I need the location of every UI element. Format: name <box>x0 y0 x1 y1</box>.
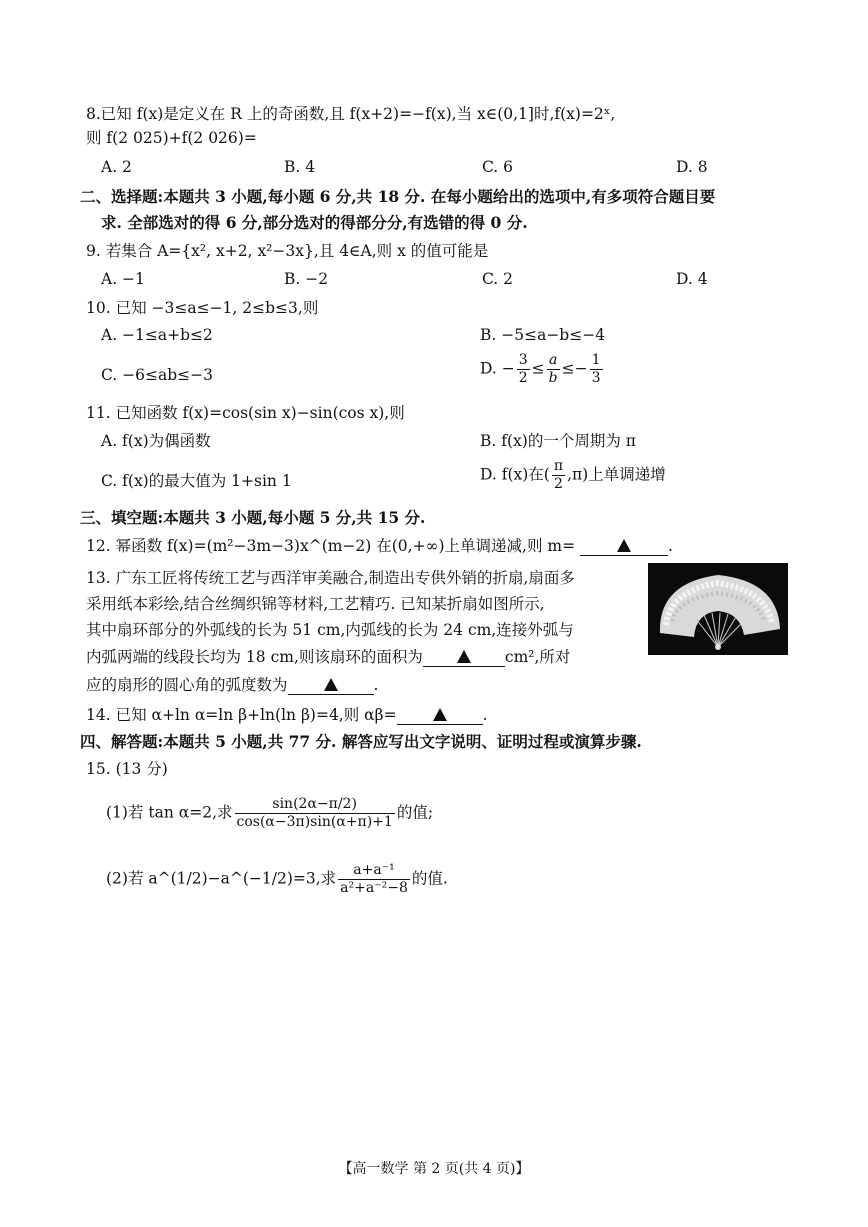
q8-option-c: C. 6 <box>482 158 514 176</box>
q12-line <box>86 535 673 557</box>
q10-option-a: A. −1≤a+b≤2 <box>101 326 213 344</box>
q13-line2: 采用纸本彩绘,结合丝绸织锦等材料,工艺精巧. 已知某折扇如图所示, <box>86 595 545 613</box>
q11-option-b: B. f(x)的一个周期为 π <box>480 432 636 450</box>
q15-heading: 15. (13 分) <box>86 760 168 778</box>
section2-header: 二、选择题:本题共 3 小题,每小题 6 分,共 18 分. 在每小题给出的选项中,有多项符合题目要 <box>80 187 716 206</box>
q10-option-d <box>480 352 605 387</box>
q11-option-d <box>480 458 666 493</box>
q13-line3: 其中扇环部分的外弧线的长为 51 cm,内弧线的长为 24 cm,连接外弧与 <box>86 621 574 639</box>
q13-line5-end: . <box>373 676 379 694</box>
q11-option-d-prefix: D. f(x)在( <box>480 465 550 484</box>
q9-option-a: A. −1 <box>101 270 145 288</box>
q15-part2 <box>106 862 448 897</box>
q15-part2-end: 的值. <box>411 869 448 888</box>
q15-part1-text: (1)若 tan α=2,求 <box>106 803 233 822</box>
q13-area-blank[interactable] <box>423 648 505 667</box>
page-footer: 【高一数学 第 2 页(共 4 页)】 <box>338 1161 530 1177</box>
q9-option-d: D. 4 <box>676 270 708 288</box>
q8-option-b: B. 4 <box>284 158 316 176</box>
q12-answer-blank[interactable] <box>580 537 668 556</box>
section2-instructions: 求. 全部选对的得 6 分,部分选对的得部分分,有选错的得 0 分. <box>101 213 528 232</box>
q11-option-d-fraction: $\frac{\pi}{2}$ <box>553 458 564 492</box>
q12-end: . <box>668 537 673 555</box>
q11-stem: 11. 已知函数 f(x)=cos(sin x)−sin(cos x),则 <box>86 404 405 422</box>
q13-angle-blank[interactable] <box>288 676 374 695</box>
q13-line5-text: 应的扇形的圆心角的弧度数为 <box>86 676 288 694</box>
q10-option-c: C. −6≤ab≤−3 <box>101 366 213 384</box>
q10-option-d-fraction-2: $\frac{a}{b}$ <box>548 352 558 386</box>
q8-option-a: A. 2 <box>101 158 132 176</box>
triangle-icon <box>433 708 447 721</box>
q11-option-d-suffix: ,π)上单调递增 <box>567 465 666 484</box>
q11-option-a: A. f(x)为偶函数 <box>101 432 211 450</box>
section3-header: 三、填空题:本题共 3 小题,每小题 5 分,共 15 分. <box>80 508 426 527</box>
q15-part2-text: (2)若 a^(1/2)−a^(−1/2)=3,求 <box>106 869 337 888</box>
q9-option-b: B. −2 <box>284 270 329 288</box>
q14-answer-blank[interactable] <box>397 706 483 725</box>
triangle-icon <box>457 650 471 663</box>
q15-part1-fraction: $\frac{\sin(2\alpha-\pi/2)}{\cos(\alpha-3\pi)\sin(\alpha+\pi)+1}$ <box>236 796 393 830</box>
q11-option-c: C. f(x)的最大值为 1+sin 1 <box>101 472 292 490</box>
q15-part1-end: 的值; <box>396 803 434 822</box>
q13-line1: 13. 广东工匠将传统工艺与西洋审美融合,制造出专供外销的折扇,扇面多 <box>86 569 575 587</box>
section4-header: 四、解答题:本题共 5 小题,共 77 分. 解答应写出文字说明、证明过程或演算步骤. <box>80 732 642 751</box>
q10-option-d-fraction-3: $\frac{1}{3}$ <box>591 352 601 386</box>
q15-part1 <box>106 796 433 831</box>
q9-option-c: C. 2 <box>482 270 514 288</box>
triangle-icon <box>324 678 338 691</box>
q8-option-d: D. 8 <box>676 158 708 176</box>
q9-stem: 9. 若集合 A={x², x+2, x²−3x},且 4∈A,则 x 的值可能是 <box>86 242 489 260</box>
q10-stem: 10. 已知 −3≤a≤−1, 2≤b≤3,则 <box>86 299 319 317</box>
q10-option-d-le-2: ≤− <box>561 359 588 378</box>
q13-line4-unit: cm²,所对 <box>504 648 571 666</box>
q10-option-d-le-1: ≤ <box>531 359 545 378</box>
q13-line5 <box>86 674 378 696</box>
q12-text: 12. 幂函数 f(x)=(m²−3m−3)x^(m−2) 在(0,+∞)上单调递减,则 m= <box>86 537 576 555</box>
q15-part2-fraction: $\frac{\text{a+a⁻¹}}{\text{a²+a⁻²−8}}$ <box>340 862 408 896</box>
q13-line4-text: 内弧两端的线段长均为 18 cm,则该扇环的面积为 <box>86 648 423 666</box>
q8-line2: 则 f(2 025)+f(2 026)= <box>86 129 257 147</box>
q13-line4 <box>86 646 570 668</box>
q14-line <box>86 704 488 726</box>
q10-option-d-fraction-1: $\frac{3}{2}$ <box>518 352 528 386</box>
triangle-icon <box>617 539 631 552</box>
q14-end: . <box>482 706 488 724</box>
q10-option-d-prefix: D. − <box>480 359 515 378</box>
folding-fan-image <box>648 563 788 655</box>
q10-option-b: B. −5≤a−b≤−4 <box>480 326 606 344</box>
q14-text: 14. 已知 α+ln α=ln β+ln(ln β)=4,则 αβ= <box>86 706 397 724</box>
q8-line1: 8.已知 f(x)是定义在 R 上的奇函数,且 f(x+2)=−f(x),当 x∈(0,1]时,f(x)=2ˣ, <box>86 105 616 123</box>
